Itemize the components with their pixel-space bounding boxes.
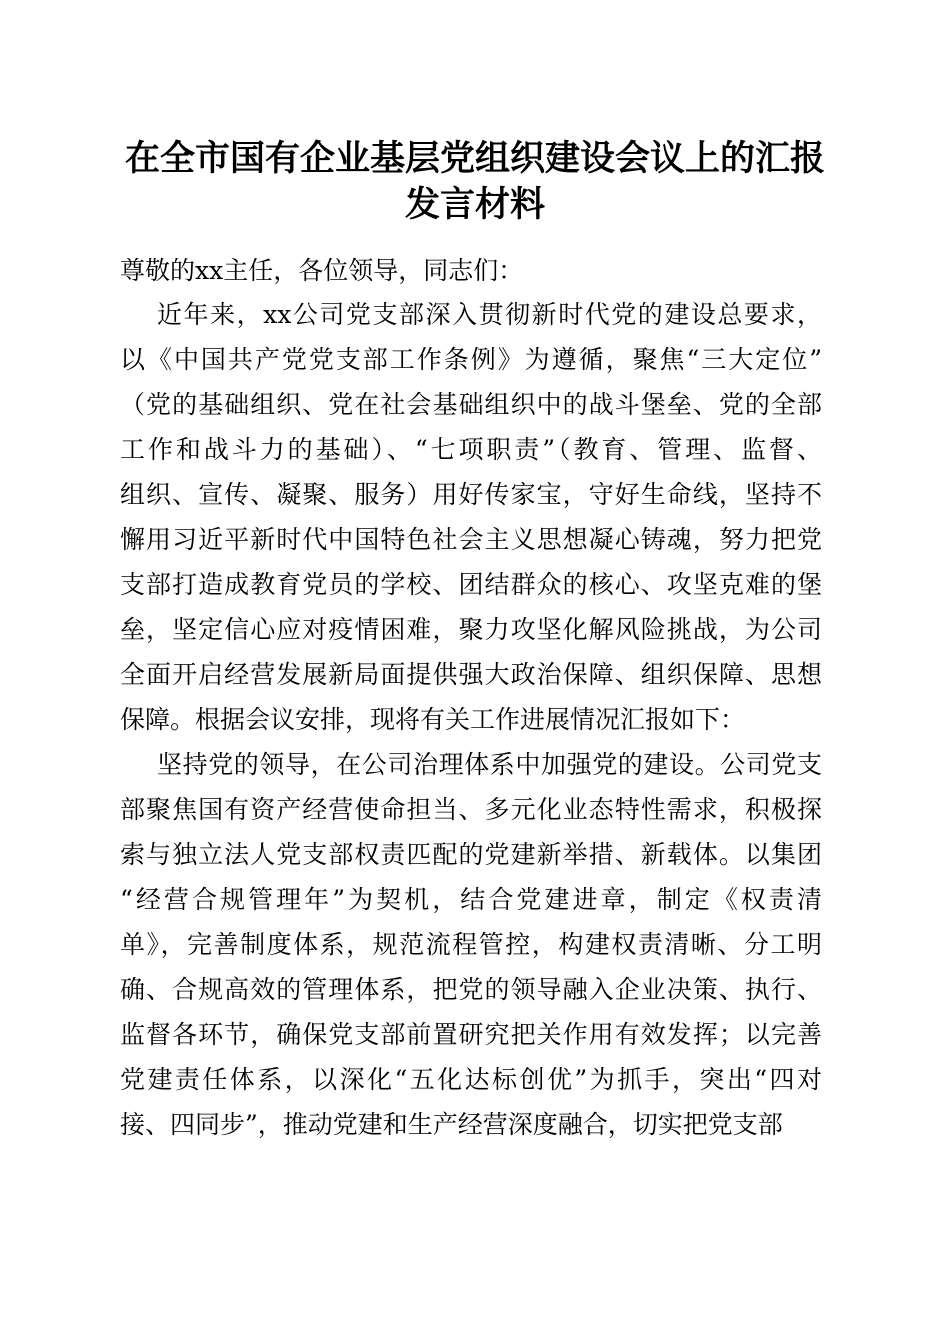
paragraph-1-line: 保障。根据会议安排，现将有关工作进展情况汇报如下： [120,705,746,734]
greeting: 尊敬的xx主任，各位领导，同志们： [120,256,524,285]
paragraph-2-line: 监督各环节，确保党支部前置研究把关作用有效发挥；以完善 [120,1020,822,1049]
paragraph-2-line: 确、合规高效的管理体系，把党的领导融入企业决策、执行、 [120,975,822,1004]
paragraph-2-line: 党建责任体系，以深化“五化达标创优”为抓手，突出“四对 [120,1065,822,1094]
paragraph-1-line: 懈用习近平新时代中国特色社会主义思想凝心铸魂，努力把党 [120,525,822,554]
paragraph-1-line: （党的基础组织、党在社会基础组织中的战斗堡垒、党的全部 [120,390,822,419]
paragraph-2-line: 坚持党的领导，在公司治理体系中加强党的建设。公司党支 [157,750,822,779]
paragraph-2-line: 单》，完善制度体系，规范流程管控，构建权责清晰、分工明 [120,930,822,959]
paragraph-2-line: 部聚焦国有资产经营使命担当、多元化业态特性需求，积极探 [120,795,822,824]
title-line-2: 发言材料 [404,184,545,225]
paragraph-1-line: 全面开启经营发展新局面提供强大政治保障、组织保障、思想 [120,660,822,689]
paragraph-2-line: “经营合规管理年”为契机，结合党建进章，制定《权责清 [120,885,822,914]
paragraph-2-line: 接、四同步”，推动党建和生产经营深度融合，切实把党支部 [120,1110,783,1139]
paragraph-2-line: 索与独立法人党支部权责匹配的党建新举措、新载体。以集团 [120,840,822,869]
paragraph-1-line: 近年来，xx公司党支部深入贯彻新时代党的建设总要求， [157,300,822,329]
paragraph-1-line: 垒，坚定信心应对疫情困难，聚力攻坚化解风险挑战，为公司 [120,615,822,644]
paragraph-1-line: 组织、宣传、凝聚、服务）用好传家宝，守好生命线，坚持不 [120,480,822,509]
title-line-1: 在全市国有企业基层党组织建设会议上的汇报 [124,138,825,179]
paragraph-1-line: 工作和战斗力的基础）、“七项职责”（教育、管理、监督、 [120,435,822,464]
paragraph-1-line: 以《中国共产党党支部工作条例》为遵循，聚焦“三大定位” [120,345,822,374]
paragraph-1-line: 支部打造成教育党员的学校、团结群众的核心、攻坚克难的堡 [120,570,822,599]
